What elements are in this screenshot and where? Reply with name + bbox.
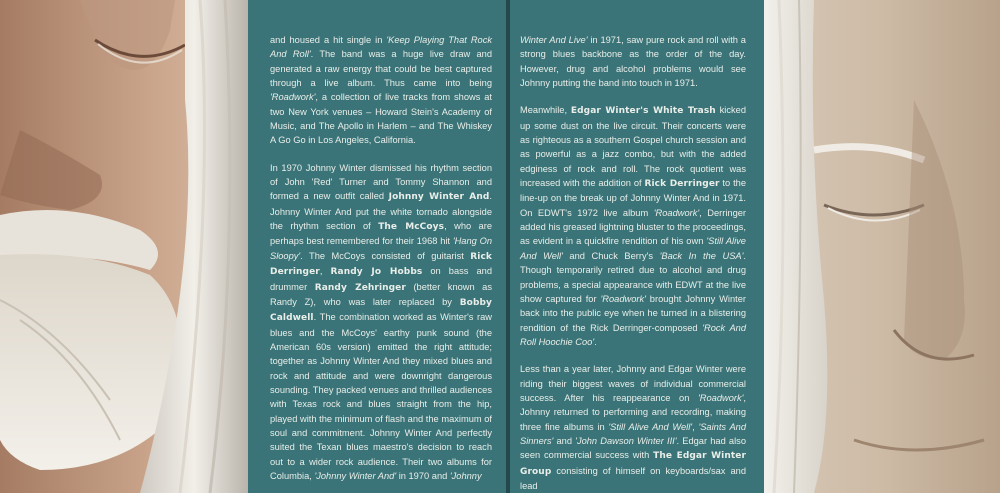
italic-title: 'Roadwork' [600,293,646,304]
text-run: and housed a hit single in [270,35,387,45]
left-portrait-photo [0,0,248,493]
text-run: . Johnny Winter And put the white tornado alongside the rhythm section of [270,191,492,232]
italic-title: 'Rock And Roll Hoochie Coo' [520,322,746,347]
text-run: in 1970 and [396,470,450,481]
text-run: , Derringer added his greased lightning bluster to the proceedings, as evident in a quickfire rendition of his own [520,207,747,247]
italic-title: 'Roadwork' [270,92,316,103]
italic-title: 'Keep Playing That Rock And Roll' [270,35,493,60]
bold-name: Rick Derringer [644,179,720,190]
right-text-column [510,0,764,493]
bold-name: Randy Jo Hobbs [330,267,423,278]
text-run: brought Johnny Winter back into the public eye when he turned in a blistering rendition of the Rick Derringer-composed [520,293,747,333]
text-run: . Though temporarily retired due to alcohol and drug problems, a special appearance with EDWT at the live show captured for [520,250,746,304]
text-run: . The combination worked as Winter's raw blues and the McCoys' earthy punk sound (the American 60s version) emitted the right attitude; together as Johnny Winter And they mixed blues and rock and attitude and were downright dangerous sounding. They packed venues and thrilled audiences with Texas rock and blues straight from the hip, played with the minimum of flash and the maximum of soul and commitment. Johnny Winter And perfectly suited the Texan blues maestro's decision to reach out to a wider rock audience. Their two albums for Columbia, [270,312,492,481]
text-run: . Edgar had also seen commercial success with [520,435,746,461]
bold-name: The Edgar Winter Group [520,451,746,477]
italic-title: 'Hang On Sloopy' [270,236,492,261]
bold-name: Johnny Winter And [388,192,490,203]
bold-name: Bobby Caldwell [270,297,492,324]
text-run: kicked up some dust on the live circuit. Their concerts were as righteous as a southern Gospel church session and as powerful as a jazz combo, but with the added edginess of rock and roll. The rock quotient was increased with the addition of [520,105,747,189]
right-portrait-photo [764,0,1000,493]
bold-name: Rick Derringer [270,251,492,278]
italic-title: 'Still Alive And Well' [608,421,693,432]
text-run: , a collection of live tracks from shows at two New York venues – Howard Stein's Academy of Music, and The Apollo in Harlem – and The Whiskey A Go Go in Los Angeles, California. [270,92,492,146]
text-run: on bass and drummer [270,266,492,292]
text-run: and [553,435,576,446]
text-run: in 1971, saw pure rock and roll with a strong blues backbone as the order of the day. However, drug and alcohol problems would see Johnny putting the band into touch in 1971. [520,35,746,89]
paragraph [520,103,746,349]
text-run: , [692,421,699,432]
text-run: Meanwhile, [520,105,571,116]
italic-title: 'John Dawson Winter III' [575,435,677,446]
text-run: , [319,266,331,277]
paragraph [520,33,746,90]
bold-name: Edgar Winter's White Trash [570,106,716,117]
text-run: (better known as Randy Z), who was later replaced by [270,281,493,307]
italic-title: Winter And Live' [520,35,588,45]
paragraph [270,33,492,148]
bold-name: Randy Zehringer [314,282,406,293]
text-run: In 1970 Johnny Winter dismissed his rhythm section of John 'Red' Turner and Tommy Shannon and formed a new outfit called [270,162,492,202]
text-run: to the line-up on the break up of Johnny Winter And in 1971. On EDWT's 1972 live album [520,178,746,218]
left-portrait-illustration [0,0,248,493]
italic-title: 'Back In the USA' [659,250,744,261]
text-run: . The band was a huge live draw and generated a raw energy that could be best captured through a live album. Thus came into being [270,49,493,89]
text-run: Less than a year later, Johnny and Edgar Winter were riding their biggest waves of individual commercial success. After his reappearance on [520,364,746,403]
italic-title: 'Johnny Winter And' [314,470,397,481]
text-run: , who are perhaps best remembered for their 1968 hit [270,221,492,247]
text-run: . [594,336,597,347]
left-text-column [248,0,506,493]
italic-title: 'Roadwork' [653,207,700,218]
italic-title: 'Saints And Sinners' [520,421,746,446]
text-run: , Johnny returned to performing and recording, making three fine albums in [520,392,746,432]
italic-title: 'Johnny [449,470,482,481]
bold-name: The McCoys [378,222,445,233]
paragraph [520,362,746,493]
right-portrait-illustration [764,0,1000,493]
text-run: consisting of himself on keyboards/sax and lead [520,465,746,491]
text-run: and Chuck Berry's [562,250,660,261]
italic-title: 'Still Alive And Well' [520,236,746,261]
text-run: . The McCoys consisted of guitarist [300,250,471,261]
paragraph [270,161,492,484]
italic-title: 'Roadwork' [698,392,744,403]
